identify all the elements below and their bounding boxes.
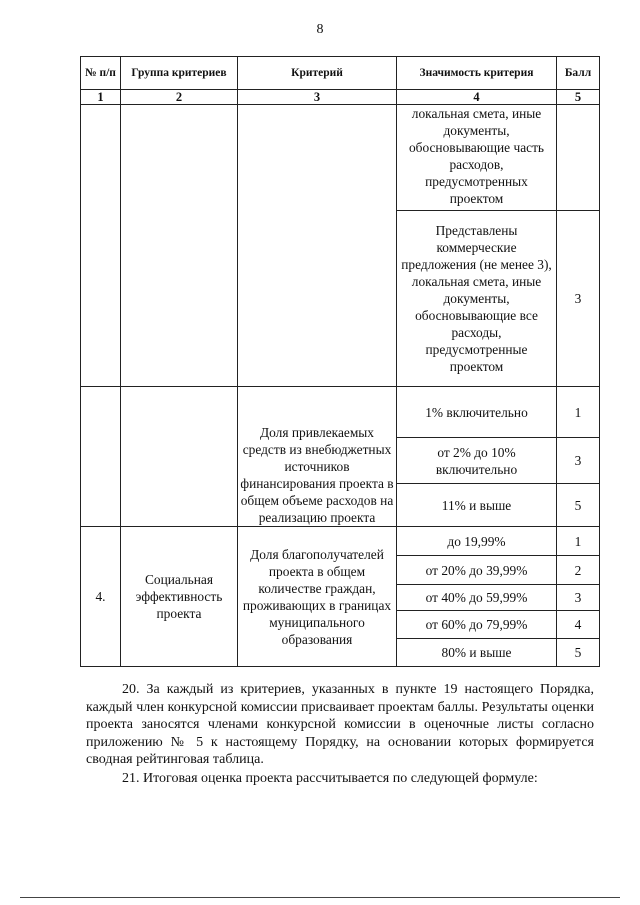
significance-cell: локальная смета, иные документы, обосновывающие часть расходов, предусмотренных проектом (397, 105, 557, 211)
score-cell: 1 (557, 387, 600, 438)
score-cell: 5 (557, 484, 600, 527)
col-number: 3 (238, 90, 397, 105)
group-cell: Социальная эффективность проекта (121, 527, 238, 667)
header-group: Группа критериев (121, 57, 238, 90)
significance-cell: 1% включительно (397, 387, 557, 438)
col-number: 5 (557, 90, 600, 105)
significance-cell: до 19,99% (397, 527, 557, 556)
col-number: 1 (81, 90, 121, 105)
paragraph-20: 20. За каждый из критериев, указанных в пункте 19 настоящего Порядка, каждый член конкурсной комиссии присваивает проектам баллы. Результаты оценки проекта заносятся членами конкурсной комиссии в оценочные листы согласно приложению № 5 к настоящему Порядку, на основании которых формируется сводная рейтинговая таблица. (86, 682, 594, 767)
col-number: 2 (121, 90, 238, 105)
paragraph-21: 21. Итоговая оценка проекта рассчитывается по следующей формуле: (122, 771, 538, 786)
criteria-table (80, 56, 600, 667)
score-cell: 3 (557, 585, 600, 611)
score-cell: 2 (557, 556, 600, 585)
significance-cell: от 20% до 39,99% (397, 556, 557, 585)
score-cell: 5 (557, 639, 600, 667)
table-row (81, 105, 600, 211)
significance-cell: от 2% до 10% включительно (397, 438, 557, 484)
score-cell: 3 (557, 211, 600, 387)
significance-cell: от 40% до 59,99% (397, 585, 557, 611)
table-row (81, 387, 600, 438)
score-cell: 3 (557, 438, 600, 484)
criterion-cell: Доля привлекаемых средств из внебюджетных источников финансирования проекта в общем объеме расходов на реализацию проекта (238, 387, 397, 527)
header-num: № п/п (81, 57, 121, 90)
page-number: 8 (316, 22, 324, 37)
col-number: 4 (397, 90, 557, 105)
header-score: Балл (557, 57, 600, 90)
score-cell: 4 (557, 611, 600, 639)
criterion-cell: Доля благополучателей проекта в общем количестве граждан, проживающих в границах муниципального образования (238, 527, 397, 667)
table-header-row (81, 57, 600, 90)
score-cell: 1 (557, 527, 600, 556)
significance-cell: от 60% до 79,99% (397, 611, 557, 639)
table-row (81, 527, 600, 556)
significance-cell: 80% и выше (397, 639, 557, 667)
page-bottom-rule (20, 897, 620, 898)
significance-cell: Представлены коммерческие предложения (не менее 3), локальная смета, иные документы, обосновывающие все расходы, предусмотренные проектом (397, 211, 557, 387)
header-significance: Значимость критерия (397, 57, 557, 90)
row-number: 4. (81, 527, 121, 667)
column-number-row (81, 90, 600, 105)
header-criterion: Критерий (238, 57, 397, 90)
significance-cell: 11% и выше (397, 484, 557, 527)
